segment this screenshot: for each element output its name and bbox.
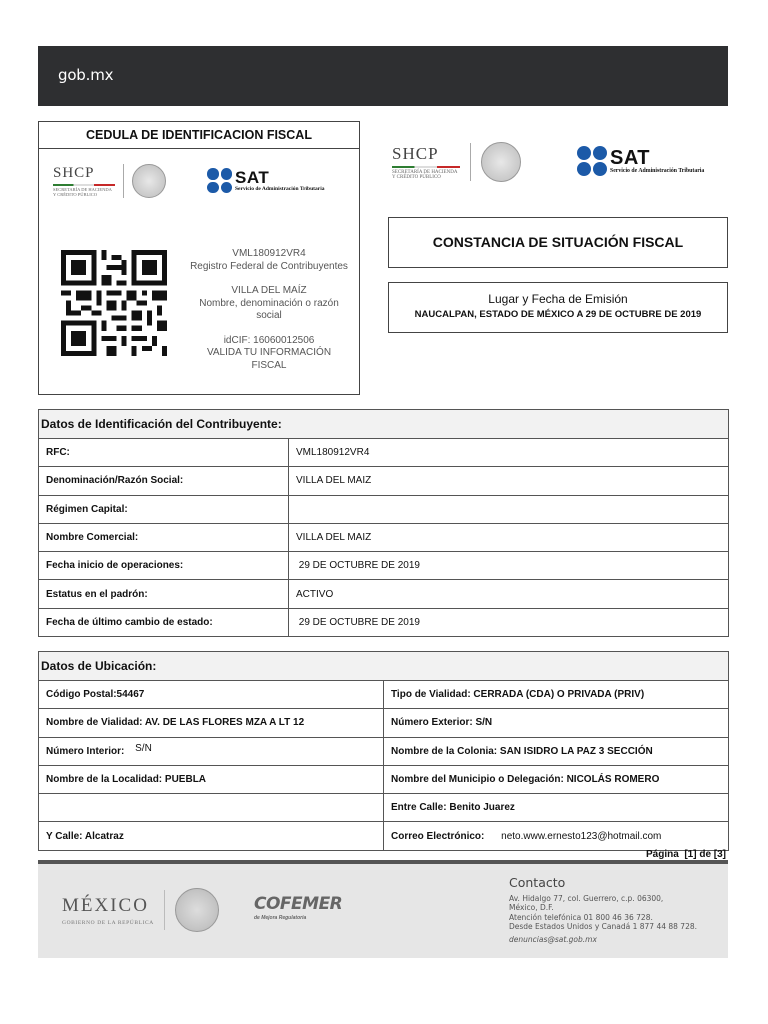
contacto-email-link[interactable]: denuncias@sat.gob.mx [509,934,597,944]
cedula-name: VILLA DEL MAÍZ [231,285,307,296]
table-row: Fecha inicio de operaciones: 29 DE OCTUBRE DE 2019 [39,552,729,580]
table-row: RFC: VML180912VR4 [39,439,729,467]
ubicacion-table [38,651,729,851]
gob-header-bar [38,46,728,106]
cedula-rfc-label: Registro Federal de Contribuyentes [190,260,348,272]
table-row: Y Calle: Alcatraz Correo Electrónico: neto.www.ernesto123@hotmail.com [39,822,729,850]
table-row: Fecha de último cambio de estado: 29 DE OCTUBRE DE 2019 [39,608,729,636]
gob-mx-logo[interactable]: gob.mx [58,66,114,84]
cedula-name-label: Nombre, denominación o razón social [199,297,339,321]
sat-logo-large: SAT Servicio de Administración Tributaria [577,146,704,176]
table-row: Denominación/Razón Social: VILLA DEL MAIZ [39,467,729,495]
sat-dots-icon [577,146,607,176]
lugar-label: Lugar y Fecha de Emisión [488,292,628,306]
constancia-title: CONSTANCIA DE SITUACIÓN FISCAL [388,217,728,268]
cedula-card [38,121,360,395]
qr-code-icon[interactable] [61,250,167,356]
ubicacion-header: Datos de Ubicación: [39,652,729,681]
cofemer-logo: COFEMER de Mejora Regulatoria [254,894,343,921]
shcp-logo-large: SHCP SECRETARÍA DE HACIENDA Y CRÉDITO PÚBLICO [392,142,521,182]
sat-logo: SAT Servicio de Administración Tributaria [207,168,324,193]
page-number: Página [1] de [3] [645,849,726,860]
identificacion-header: Datos de Identificación del Contribuyente: [39,410,729,439]
table-row: Nombre Comercial: VILLA DEL MAIZ [39,523,729,551]
table-row: Estatus en el padrón: ACTIVO [39,580,729,608]
table-row: Entre Calle: Benito Juarez [39,794,729,822]
cedula-title: CEDULA DE IDENTIFICACION FISCAL [39,122,359,149]
shcp-logo: SHCP SECRETARÍA DE HACIENDA Y CRÉDITO PÚBLICO [53,164,166,198]
table-row: Número Interior: S/N Nombre de la Colonia: SAN ISIDRO LA PAZ 3 SECCIÓN [39,737,729,765]
header-logos [388,132,728,192]
lugar-value: NAUCALPAN, ESTADO DE MÉXICO A 29 DE OCTUBRE DE 2019 [414,309,702,320]
mexico-seal-icon [175,888,219,932]
identificacion-table [38,409,729,637]
contacto-block: Contacto Av. Hidalgo 77, col. Guerrero, c.p. 06300, México, D.F. Atención telefónica 01 800 46 36 728. Desde Estados Unidos y Canadá 1 877 44 88 728. denuncias@sat.gob.mx [509,875,698,944]
table-row: Nombre de la Localidad: PUEBLA Nombre del Municipio o Delegación: NICOLÁS ROMERO [39,765,729,793]
mexico-seal-icon [481,142,521,182]
cedula-rfc: VML180912VR4 [232,248,306,259]
table-row: Régimen Capital: [39,495,729,523]
lugar-fecha-box [388,282,728,333]
cedula-info [189,248,349,384]
table-row: Nombre de Vialidad: AV. DE LAS FLORES MZA A LT 12 Número Exterior: S/N [39,709,729,737]
contacto-title: Contacto [509,875,566,890]
table-row: Código Postal:54467 Tipo de Vialidad: CERRADA (CDA) O PRIVADA (PRIV) [39,681,729,709]
sat-dots-icon [207,168,232,193]
mexico-seal-icon [132,164,166,198]
footer [38,864,728,958]
cedula-idcif: idCIF: 16060012506 [223,334,315,346]
cedula-valida-link[interactable]: VALIDA TU INFORMACIÓN FISCAL [206,347,332,371]
email-value[interactable]: neto.www.ernesto123@hotmail.com [501,830,662,842]
mexico-logo: MÉXICO GOBIERNO DE LA REPÚBLICA [62,888,219,932]
